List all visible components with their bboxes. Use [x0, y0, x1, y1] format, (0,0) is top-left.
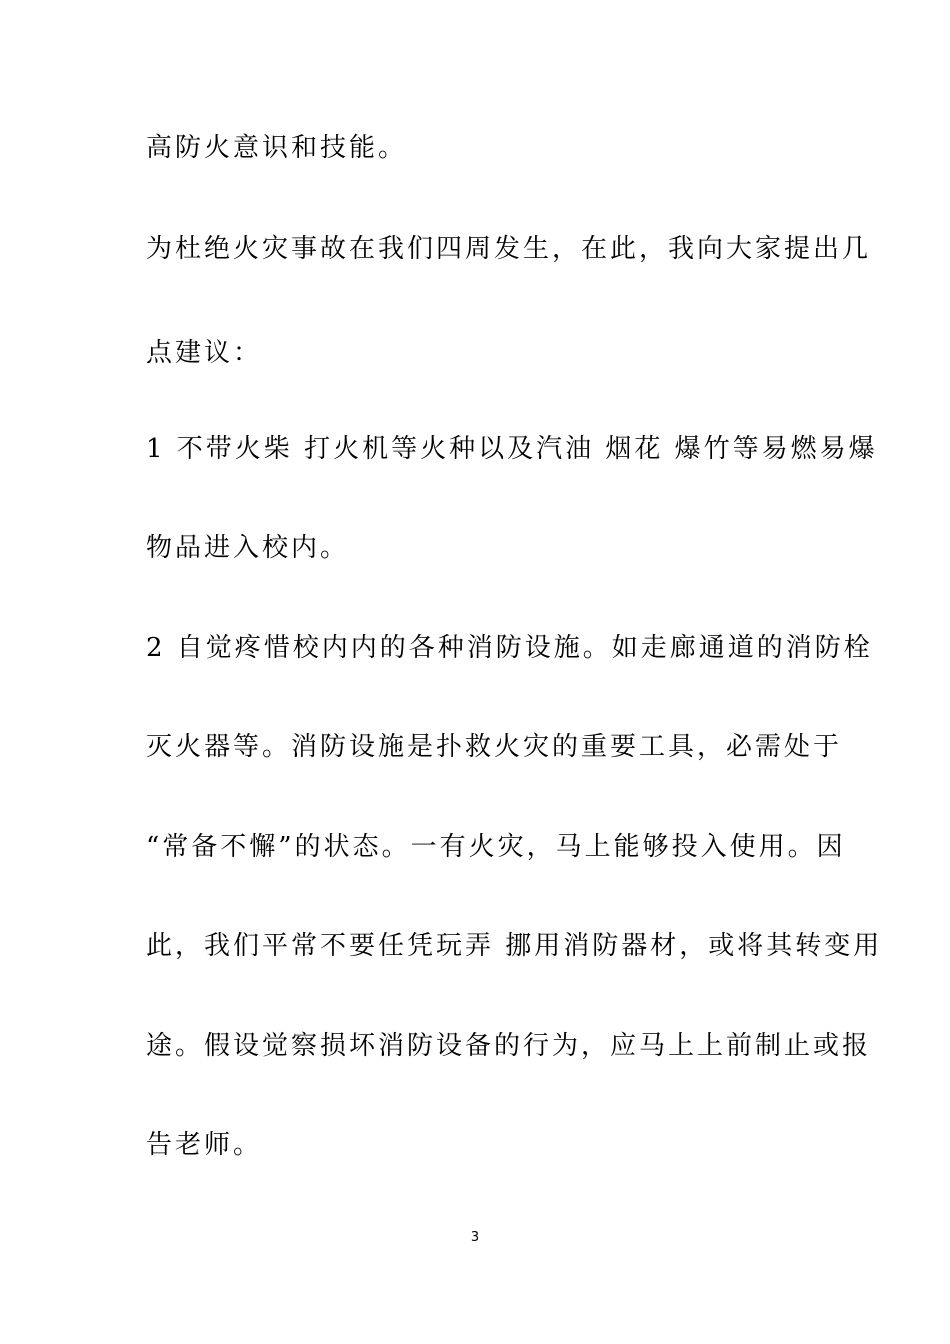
text-line: 途。假设觉察损坏消防设备的行为，应马上上前制止或报	[146, 1031, 872, 1061]
text-line: 物品进入校内。	[146, 533, 350, 563]
text-line: 1 不带火柴 打火机等火种以及汽油 烟花 爆竹等易燃易爆	[146, 434, 878, 464]
text-line: 灭火器等。消防设施是扑救火灾的重要工具，必需处于	[146, 732, 843, 762]
text-line: 为杜绝火灾事故在我们四周发生，在此，我向大家提出几	[146, 234, 872, 264]
page-number: 3	[470, 1230, 480, 1245]
text-line: “常备不懈”的状态。一有火灾，马上能够投入使用。因	[146, 832, 846, 862]
text-line: 此，我们平常不要任凭玩弄 挪用消防器材，或将其转变用	[146, 931, 883, 961]
text-line: 告老师。	[146, 1130, 263, 1160]
text-line: 点建议：	[146, 338, 263, 368]
text-line: 2 自觉疼惜校内内的各种消防设施。如走廊通道的消防栓	[146, 633, 873, 663]
text-line: 高防火意识和技能。	[146, 133, 408, 163]
